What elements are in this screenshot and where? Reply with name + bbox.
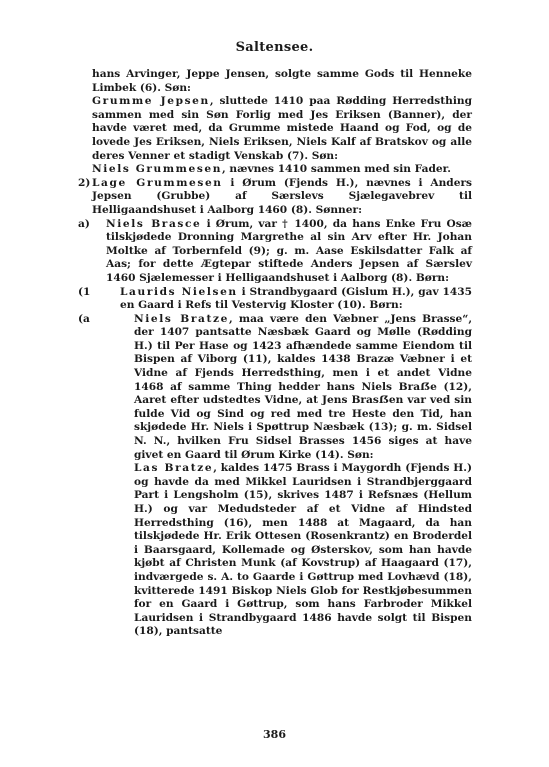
paragraph [78,176,472,218]
paragraph-text: i Strandbygaard (Gislum H.), gav 1435 en Gaard i Refs til Vestervig Kloster (10). Børn: [120,285,472,312]
paragraph [78,312,473,463]
paragraph [78,285,472,313]
paragraph-text: , nævnes 1410 sammen med sin Fader. [222,163,451,176]
paragraph-text: i Ørum (Fjends H.), nævnes i Anders Jepsen (Grubbe) af Særslevs Sjælegavebrev til Helligaandshuset i Aalborg 1460 (8). Sønner: [92,176,472,216]
paragraph [92,68,472,95]
paragraph-text: hans Arvinger, Jeppe Jensen, solgte samme Gods til Henneke Limbek (6). Søn: [92,68,472,94]
person-name: Niels Brasce [106,217,202,230]
page-number: 386 [263,728,286,741]
paragraph-text: , sluttede 1410 paa Rødding Herredsthing sammen med sin Søn Forlig med Jes Eriksen (Banner), der havde været med, da Grumme mistede Haand og Fod, og de lovede Jes Eriksen, Niels Eriksen, Niels Kalf af Bratskov og alle deres Venner et stadigt Venskab (7). Søn: [92,95,472,162]
paragraph-text: , kaldes 1475 Brass i Maygordh (Fjends H.) og havde da med Mikkel Lauridsen i Strandbjerggaard Part i Lengsholm (15), skrives 1487 i Refsnæs (Hellum H.) og var Medudsteder af et Vidne af Hindsted Herredsthing (16), men 1488 at Magaard, da han tilskjødede Hr. Erik Ottesen (Rosenkrantz) en Broderdel i Baarsgaard, Kollemade og Østerskov, som han havde kjøbt af Christen Munk (af Kovstrup) af Haagaard (17), indværgede s. A. to Gaarde i Gøttrup med Lovhævd (18), kvitterede 1491 Biskop Niels Glob for Restkjøbesummen for en Gaard i Gøttrup, som hans Farbroder Mikkel Lauridsen i Strandbygaard 1486 havde solgt til Bispen (18), pantsatte [134,462,472,638]
paragraph [92,462,472,639]
paragraph [78,217,472,286]
person-name: Grumme Jepsen [92,95,210,108]
body-text [78,68,473,639]
list-marker: (1 [78,285,91,298]
paragraph-text: i Ørum, var † 1400, da hans Enke Fru Osæ tilskjødede Dronning Margrethe al sin Arv efter Hr. Johan Moltke af Torbernfeld (9); g. m. Aase Eskilsdatter Falk af Aas; for dette Ægtepar stiftede Anders Jepsen af Særslev 1460 Sjælemesser i Helligaandshuset i Aalborg (8). Børn: [106,217,472,284]
paragraph [92,163,472,177]
person-name: Niels Grummesen [92,163,223,176]
person-name: Laurids Nielsen [120,285,238,298]
person-name: Lage Grummesen [92,176,223,189]
list-marker: (a [78,312,90,325]
list-marker: 2) [78,176,91,189]
paragraph-text: , maa være den Væbner „Jens Brasse“, der 1407 pantsatte Næsbæk Gaard og Mølle (Rødding H.) til Per Hase og 1423 afhændede samme Eiendom til Bispen af Viborg (11), kaldes 1438 Brazæ Væbner i et Vidne af Fjends Herredsthing, men i et andet Vidne 1468 af samme Thing hedder hans Niels Braẞe (12), Aaret efter udstedtes Vidne, at Jens Brasẞen var ved sin fulde Vid og Sind og red med tre Heste den Tid, han skjødede Hr. Niels i Spøttrup Næsbæk (13); g. m. Sidsel N. N., hvilken Fru Sidsel Brasses 1456 siges at have givet en Gaard til Ørum Kirke (14). Søn: [134,312,473,461]
running-header: Saltensee. [235,40,314,55]
person-name: Las Bratze [134,462,214,475]
list-marker: a) [78,217,90,230]
paragraph [92,95,472,163]
person-name: Niels Bratze [134,312,229,325]
